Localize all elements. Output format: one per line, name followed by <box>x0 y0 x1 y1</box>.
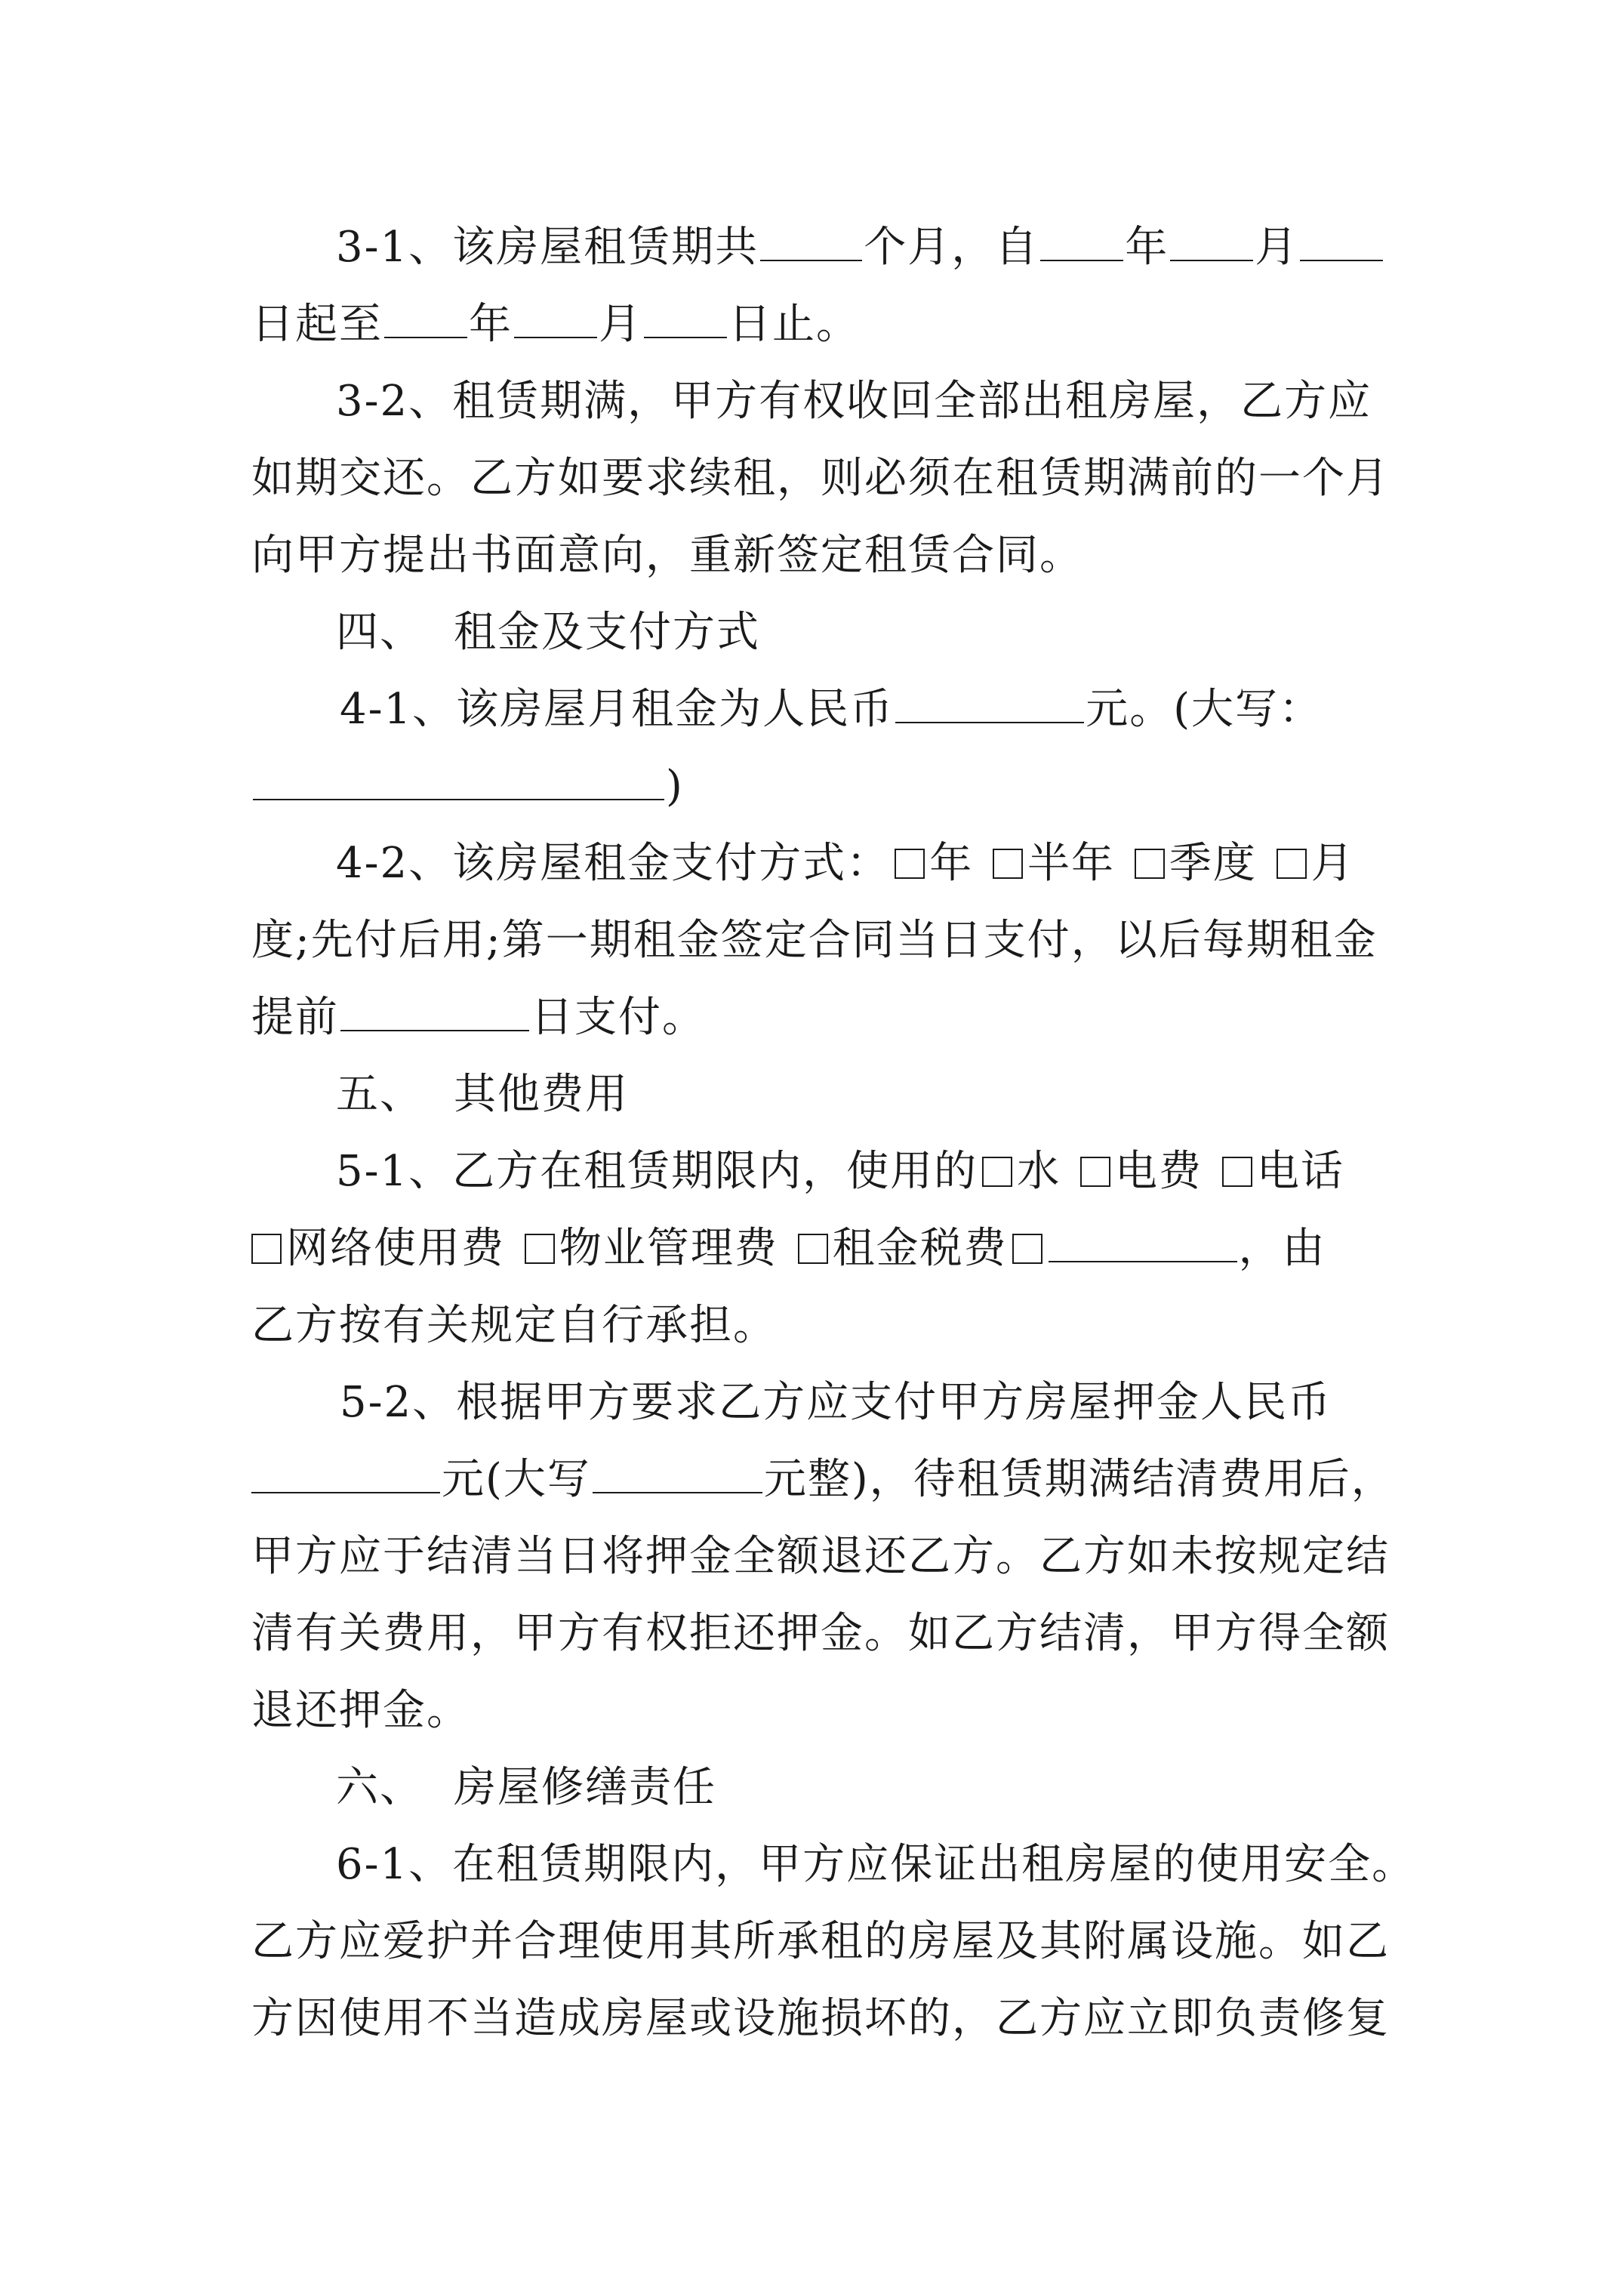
clause-4-2-line-1: 4-2、该房屋租金支付方式： 年 半年 季度 月 <box>336 839 1355 888</box>
section-6-heading: 六、 房屋修缮责任 <box>336 1763 716 1812</box>
start-day-blank[interactable] <box>1300 213 1383 261</box>
start-year-blank[interactable] <box>1040 213 1123 261</box>
clause-5-1-line-3: 乙方按有关规定自行承担。 <box>251 1301 777 1350</box>
start-month-blank[interactable] <box>1170 213 1253 261</box>
clause-3-1-line-1: 3-1、该房屋租赁期共 个月，自 年 月 <box>336 209 1384 286</box>
deposit-amount-blank[interactable] <box>251 1445 440 1493</box>
checkbox-half-year[interactable] <box>993 849 1023 879</box>
clause-6-1-line-2: 乙方应爱护并合理使用其所承租的房屋及其附属设施。如乙 <box>251 1917 1390 1966</box>
clause-3-2-line-3: 向甲方提出书面意向，重新签定租赁合同。 <box>251 531 1083 580</box>
checkbox-telephone[interactable] <box>1222 1157 1252 1187</box>
checkbox-yearly[interactable] <box>895 849 925 879</box>
clause-5-2-line-3: 甲方应于结清当日将押金全额退还乙方。乙方如未按规定结 <box>251 1532 1390 1581</box>
checkbox-electricity[interactable] <box>1080 1157 1110 1187</box>
section-4-heading: 四、 租金及支付方式 <box>336 608 760 657</box>
clause-5-1-line-2: 网络使用费 物业管理费 租金税费 ，由 <box>251 1210 1326 1287</box>
advance-days-blank[interactable] <box>340 983 529 1031</box>
checkbox-rent-tax[interactable] <box>798 1234 828 1264</box>
months-blank[interactable] <box>760 213 862 261</box>
clause-5-1-line-1: 5-1、乙方在租赁期限内，使用的 水 电费 电话 <box>336 1147 1344 1196</box>
clause-4-2-line-2: 度;先付后用;第一期租金签定合同当日支付，以后每期租金 <box>251 916 1378 965</box>
clause-6-1-line-3: 方因使用不当造成房屋或设施损坏的，乙方应立即负责修复 <box>251 1994 1390 2043</box>
other-fee-blank[interactable] <box>1049 1214 1237 1262</box>
clause-4-1-line-1: 4-1、该房屋月租金为人民币 元。(大写： <box>340 671 1323 748</box>
checkbox-quarterly[interactable] <box>1135 849 1165 879</box>
monthly-rent-blank[interactable] <box>895 675 1084 723</box>
clause-4-1-line-2: ) <box>251 748 684 825</box>
clause-5-2-line-1: 5-2、根据甲方要求乙方应支付甲方房屋押金人民币 <box>340 1378 1332 1427</box>
end-day-blank[interactable] <box>644 290 727 338</box>
clause-5-2-line-2: 元(大写 元整)，待租赁期满结清费用后， <box>251 1441 1395 1518</box>
checkbox-internet[interactable] <box>251 1234 282 1264</box>
clause-5-2-line-4: 清有关费用，甲方有权拒还押金。如乙方结清，甲方得全额 <box>251 1609 1390 1658</box>
clause-5-2-line-5: 退还押金。 <box>251 1686 470 1735</box>
clause-4-2-line-3: 提前 日支付。 <box>251 979 706 1056</box>
section-5-heading: 五、 其他费用 <box>336 1070 629 1119</box>
clause-3-2-line-1: 3-2、租赁期满，甲方有权收回全部出租房屋，乙方应 <box>336 377 1372 426</box>
end-month-blank[interactable] <box>514 290 597 338</box>
checkbox-water[interactable] <box>982 1157 1012 1187</box>
checkbox-monthly[interactable] <box>1277 849 1307 879</box>
rent-in-words-blank[interactable] <box>253 752 664 800</box>
clause-3-1-line-2: 日起至 年 月 日止。 <box>251 286 860 363</box>
deposit-in-words-blank[interactable] <box>593 1445 762 1493</box>
checkbox-property-management[interactable] <box>525 1234 555 1264</box>
clause-6-1-line-1: 6-1、在租赁期限内，甲方应保证出租房屋的使用安全。 <box>336 1840 1416 1889</box>
checkbox-other[interactable] <box>1012 1234 1042 1264</box>
end-year-blank[interactable] <box>384 290 467 338</box>
clause-3-2-line-2: 如期交还。乙方如要求续租，则必须在租赁期满前的一个月 <box>251 454 1390 503</box>
